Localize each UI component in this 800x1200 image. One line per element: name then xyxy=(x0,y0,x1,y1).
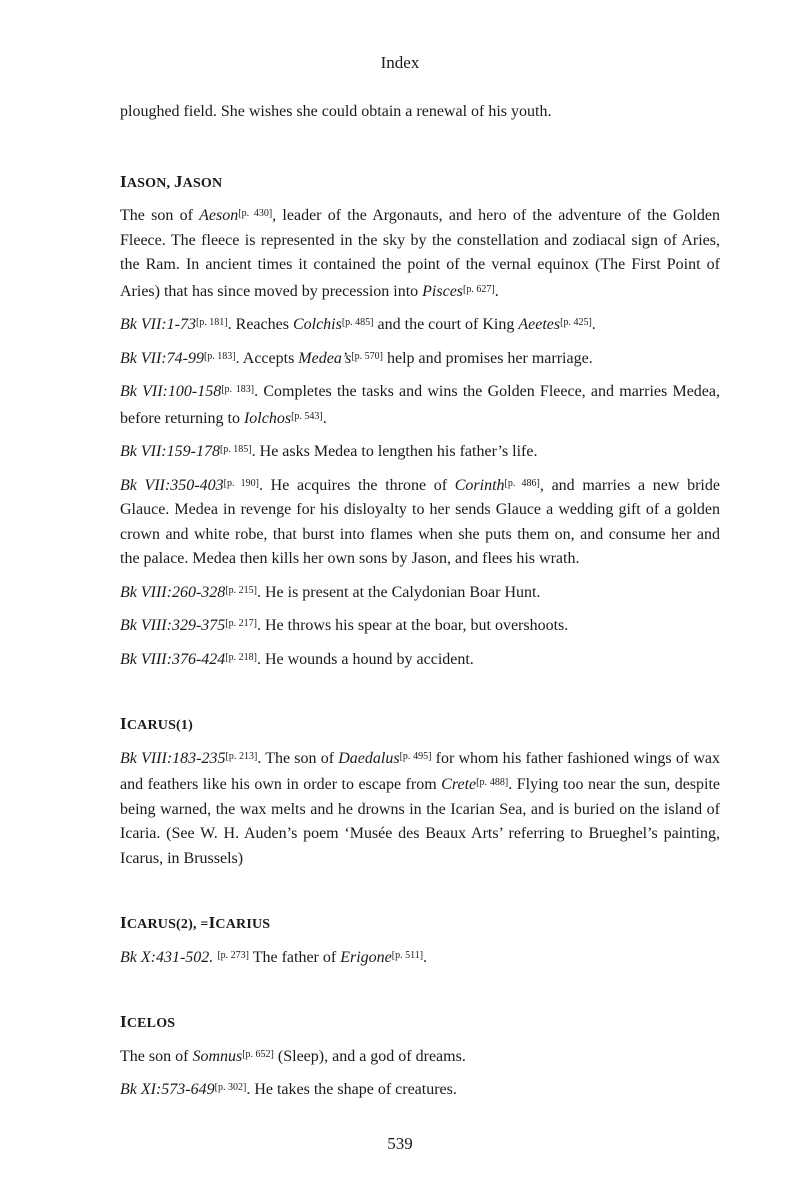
book-citation-link[interactable]: Bk VII:159-178 xyxy=(120,443,220,460)
entry-iason xyxy=(120,170,720,673)
headword-iason: IASON, JASON xyxy=(120,171,223,191)
entry-paragraph: The son of Aeson[p. 430], leader of the Argonauts, and hero of the adventure of the Golden Fleece. The fleece is represented in the sky by the constellation and zodiacal sign of Aries, the Ram. In ancient times it contained the point of the vernal equinox (The First Point of Aries) that has since moved by precession into Pisces[p. 627]. xyxy=(120,207,720,300)
page-reference[interactable]: [p. 485] xyxy=(341,317,374,328)
page-number: 539 xyxy=(387,1134,413,1153)
cross-reference-link[interactable]: Crete xyxy=(441,776,477,793)
cross-reference-link[interactable]: Corinth xyxy=(454,476,505,494)
citation-paragraph: Bk X:431-502. [p. 273] The father of Erigone[p. 511]. xyxy=(120,948,428,966)
page-reference[interactable]: [p. 185] xyxy=(219,444,252,455)
cross-reference-link[interactable]: Iolchos xyxy=(243,409,292,427)
book-citation-link[interactable]: Bk VIII:329-375 xyxy=(120,617,226,634)
page-reference[interactable]: [p. 627] xyxy=(463,283,495,295)
entry-icarus-2 xyxy=(120,911,720,970)
book-citation-link[interactable]: Bk VII:1-73 xyxy=(120,316,196,333)
entry-icelos xyxy=(120,1010,720,1103)
citation-paragraph: Bk VIII:329-375[p. 217]. He throws his spear at the boar, but overshoots. xyxy=(120,617,569,634)
book-citation-link[interactable]: Bk VII:74-99 xyxy=(120,349,204,367)
cross-reference-link[interactable]: Somnus xyxy=(192,1047,243,1065)
citation-paragraph: Bk VII:1-73[p. 181]. Reaches Colchis[p. 485] and the court of King Aeetes[p. 425]. xyxy=(120,316,596,333)
page-reference[interactable]: [p. 213] xyxy=(225,750,258,762)
book-citation-link[interactable]: Bk XI:573-649 xyxy=(120,1081,215,1098)
page-reference[interactable]: [p. 302] xyxy=(214,1082,247,1093)
page-reference[interactable]: [p. 273] xyxy=(217,949,249,961)
page-reference[interactable]: [p. 486] xyxy=(504,477,540,489)
book-citation-link[interactable]: Bk VIII:183-235 xyxy=(120,749,226,767)
page-reference[interactable]: [p. 511] xyxy=(391,949,424,961)
citation-paragraph: Bk VII:159-178[p. 185]. He asks Medea to lengthen his father’s life. xyxy=(120,443,538,460)
page-reference[interactable]: [p. 425] xyxy=(560,317,592,328)
headword-icarus-1: ICARUS(1) xyxy=(120,714,193,733)
citation-paragraph: Bk VII:100-158[p. 183]. Completes the tasks and wins the Golden Fleece, and marries Medea, before returning to Iolchos[p. 543]. xyxy=(120,383,720,427)
citation-paragraph: Bk XI:573-649[p. 302]. He takes the shape of creatures. xyxy=(120,1081,457,1098)
book-citation-link[interactable]: Bk VIII:376-424 xyxy=(120,650,226,668)
page-reference[interactable]: [p. 217] xyxy=(225,618,257,629)
citation-paragraph: Bk VIII:183-235[p. 213]. The son of Daedalus[p. 495] for whom his father fashioned wings of wax and feathers like his own in order to escape from Crete[p. 488]. Flying too near the sun, despite being warned, the wax melts and he drowns in the Icarian Sea, and is buried on the island of Icaria. (See W. H. Auden’s poem ‘Musée des Beaux Arts’ referring to Brueghel’s painting, Icarus, in Brussels) xyxy=(120,749,721,867)
headword-icelos: ICELOS xyxy=(120,1012,176,1031)
book-citation-link[interactable]: Bk VII:350-403 xyxy=(120,476,224,494)
page-reference[interactable]: [p. 218] xyxy=(225,651,257,663)
page-reference[interactable]: [p. 183] xyxy=(203,350,236,362)
headword-icarus-2: ICARUS(2), =ICARIUS xyxy=(120,913,271,932)
page-reference[interactable]: [p. 652] xyxy=(242,1048,274,1060)
citation-paragraph: Bk VII:74-99[p. 183]. Accepts Medea’s[p. 570] help and promises her marriage. xyxy=(120,349,593,367)
continuation-text: ploughed field. She wishes she could obtain a renewal of his youth. xyxy=(120,103,552,120)
page-reference[interactable]: [p. 543] xyxy=(291,410,323,422)
book-citation-link[interactable]: Bk VIII:260-328 xyxy=(120,583,226,601)
page-reference[interactable]: [p. 181] xyxy=(195,317,228,328)
book-citation-link[interactable]: Bk X:431-502. xyxy=(120,948,214,966)
citation-paragraph: Bk VII:350-403[p. 190]. He acquires the throne of Corinth[p. 486], and marries a new bride Glauce. Medea in revenge for his disloyalty to her sends Glauce a wedding gift of a golden crown and white robe, that burst into flames when she puts them on, and consume her and the palace. Medea then kills her own sons by Jason, and flees his wrath. xyxy=(120,476,720,567)
cross-reference-link[interactable]: Colchis xyxy=(292,316,342,333)
book-citation-link[interactable]: Bk VII:100-158 xyxy=(120,383,222,400)
cross-reference-link[interactable]: Medea’s xyxy=(298,349,352,367)
entry-icarus-1 xyxy=(120,712,720,871)
citation-paragraph: Bk VIII:260-328[p. 215]. He is present at the Calydonian Boar Hunt. xyxy=(120,583,541,601)
cross-reference-link[interactable]: Pisces xyxy=(422,282,464,300)
cross-reference-link[interactable]: Erigone xyxy=(340,948,392,966)
page-reference[interactable]: [p. 495] xyxy=(399,750,432,762)
cross-reference-link[interactable]: Daedalus xyxy=(338,749,400,767)
page-reference[interactable]: [p. 215] xyxy=(225,584,257,596)
cross-reference-link[interactable]: Aeson xyxy=(199,207,239,224)
index-content xyxy=(120,100,720,1110)
running-header: Index xyxy=(380,53,420,72)
page-reference[interactable]: [p. 190] xyxy=(223,477,259,489)
page-reference[interactable]: [p. 570] xyxy=(351,350,383,362)
page-reference[interactable]: [p. 488] xyxy=(476,777,509,788)
cross-reference-link[interactable]: Aeetes xyxy=(518,316,561,333)
entry-paragraph: The son of Somnus[p. 652] (Sleep), and a god of dreams. xyxy=(120,1047,466,1065)
page-reference[interactable]: [p. 430] xyxy=(238,208,273,219)
citation-paragraph: Bk VIII:376-424[p. 218]. He wounds a hound by accident. xyxy=(120,650,474,668)
page-reference[interactable]: [p. 183] xyxy=(221,384,255,395)
